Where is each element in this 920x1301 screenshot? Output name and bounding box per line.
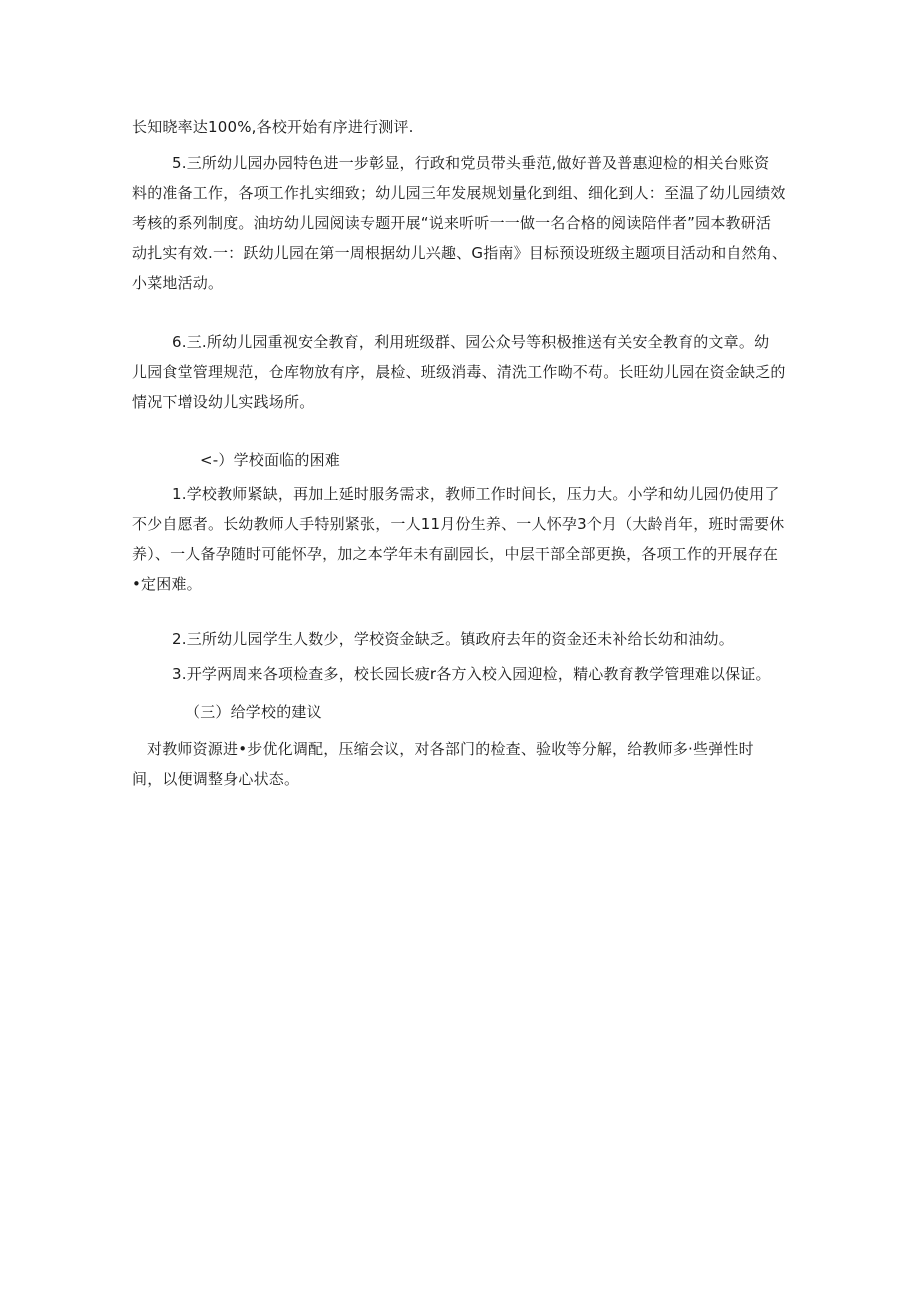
paragraph-intro <box>132 112 792 142</box>
text-line: 料的准备工作，各项工作扎实细致；幼儿园三年发展规划量化到组、细化到人：至温了幼儿园绩效 <box>132 184 786 202</box>
difficulty-1 <box>132 479 792 599</box>
difficulty-2 <box>132 624 792 654</box>
text-line: 小菜地活动。 <box>132 274 224 292</box>
text-line: 养）、一人备孕随时可能怀孕，加之本学年未有副园长，中层干部全部更换，各项工作的开展存在 <box>132 545 779 563</box>
text-line: 对教师资源进•步优化调配，压缩会议，对各部门的检查、验收等分解，给教师多·些弹性时 <box>147 740 754 758</box>
text-line: 1.学校教师紧缺，再加上延时服务需求，教师工作时间长，压力大。小学和幼儿园仍使用了 <box>172 485 780 503</box>
text-line: 考核的系列制度。油坊幼儿园阅读专题开展“说来听听一一做一名合格的阅读陪伴者”园本教研活 <box>132 214 772 232</box>
text-line: 儿园食堂管理规范，仓库物放有序，晨检、班级消毒、清洗工作呦不苟。长旺幼儿园在资金缺乏的 <box>132 363 786 381</box>
suggestion-paragraph <box>132 734 792 794</box>
text-line: •定困难。 <box>132 575 202 593</box>
text-line: 3.开学两周来各项检查多，校长园长疲r各方入校入园迎检，精心教育教学管理难以保证。 <box>172 665 771 683</box>
text-line: 不少自愿者。长幼教师人手特别紧张，一人11月份生养、一人怀孕3个月（大龄肖年，班时需要休 <box>132 515 785 533</box>
list-item-5 <box>132 148 792 298</box>
section-heading-suggestions <box>185 697 585 727</box>
text-line: 6.三.所幼儿园重视安全教育，利用班级群、园公众号等积极推送有关安全教育的文章。幼 <box>172 333 770 351</box>
difficulty-3 <box>132 659 792 689</box>
text-line: 动扎实有效.一：跃幼儿园在第一周根据幼儿兴趣、G指南》目标预设班级主题项目活动和自然角、 <box>132 244 788 262</box>
text-line: 长知晓率达100%,各校开始有序进行测评. <box>132 118 414 136</box>
heading-text: （三）给学校的建议 <box>185 703 322 721</box>
heading-text: <-）学校面临的困难 <box>200 451 340 469</box>
list-item-6 <box>132 327 792 417</box>
text-line: 2.三所幼儿园学生人数少，学校资金缺乏。镇政府去年的资金还未补给长幼和油幼。 <box>172 630 734 648</box>
text-line: 5.三所幼儿园办园特色进一步彰显，行政和党员带头垂范,做好普及普惠迎检的相关台账资 <box>172 154 770 172</box>
section-heading-difficulties <box>200 445 600 475</box>
text-line: 情况下增设幼儿实践场所。 <box>132 393 315 411</box>
text-line: 间，以便调整身心状态。 <box>132 770 300 788</box>
